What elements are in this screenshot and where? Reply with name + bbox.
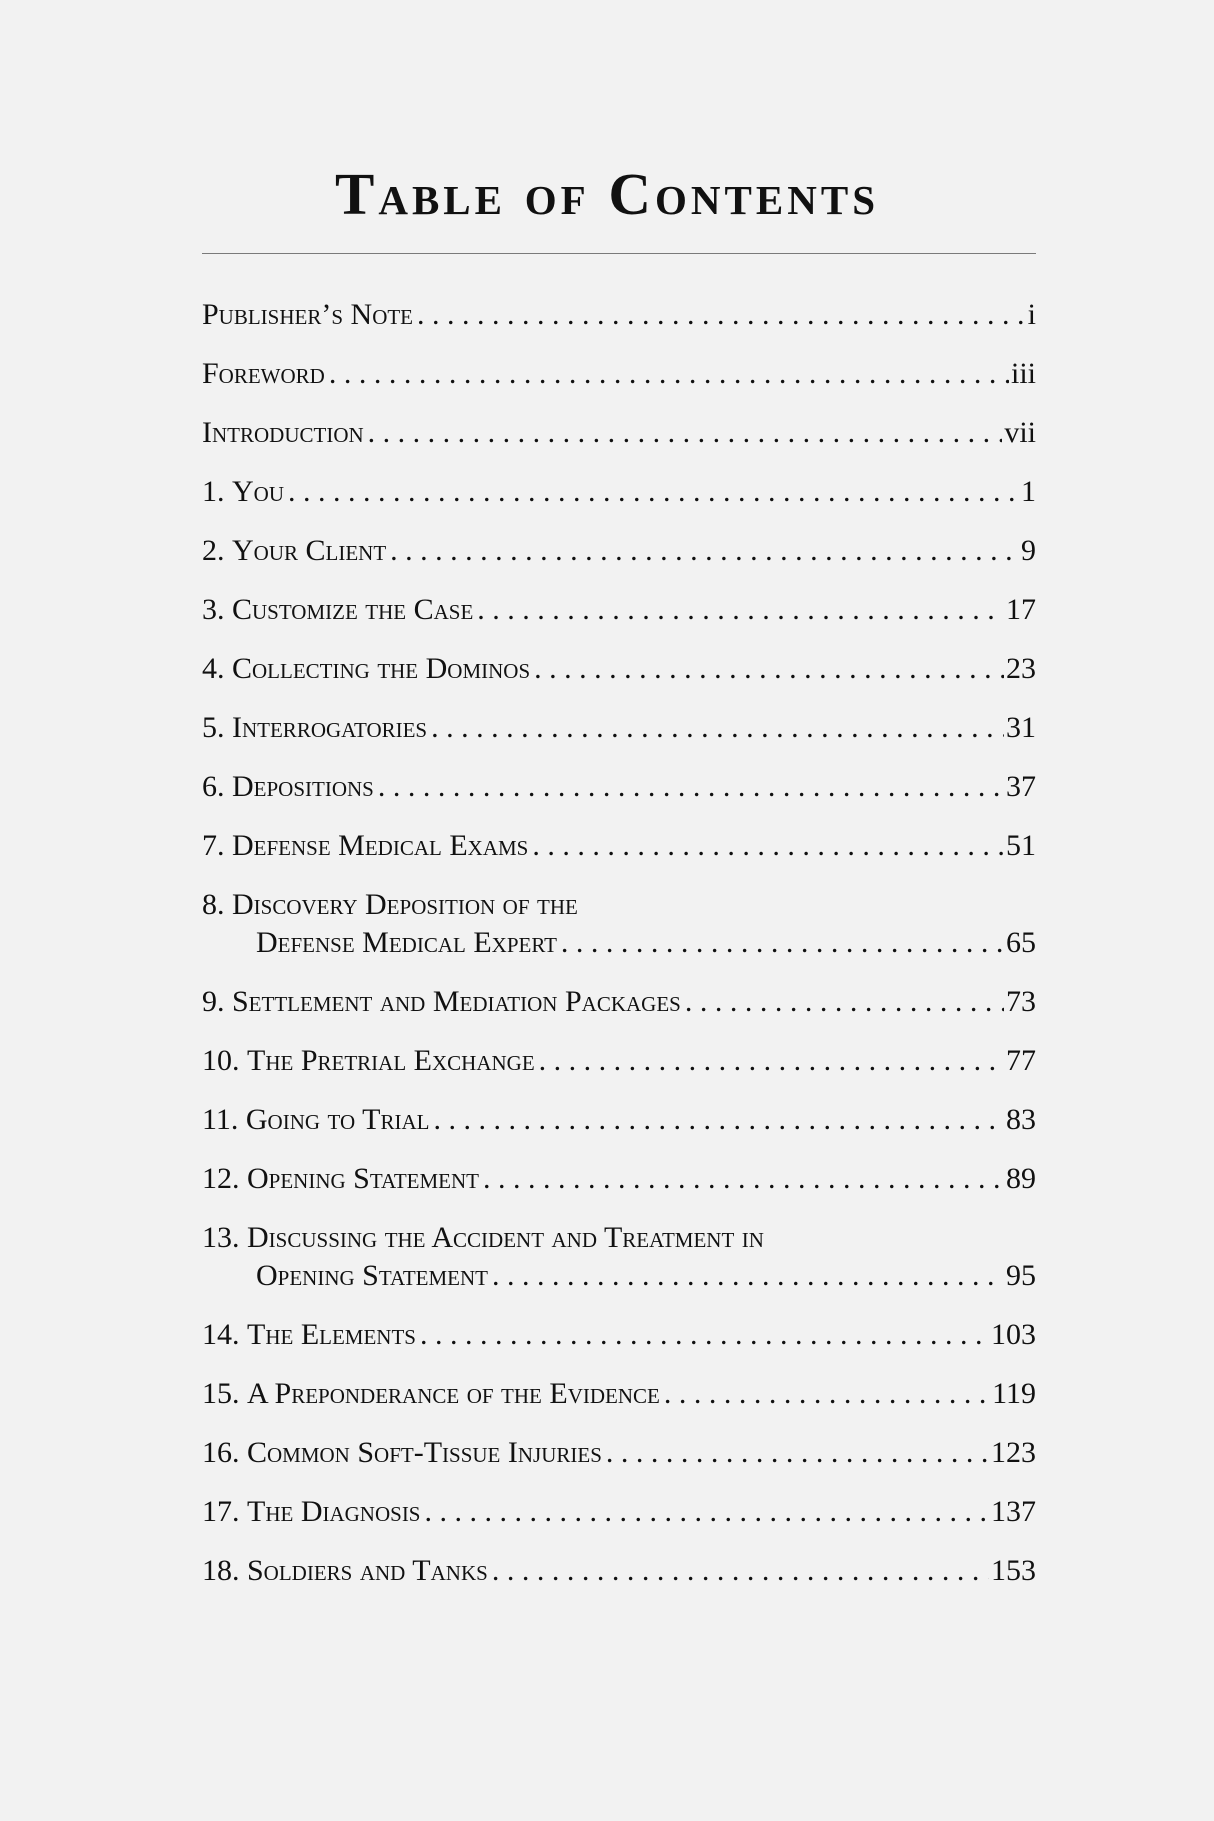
toc-page-number: 1 [1021,475,1036,508]
toc-entry-title: Opening Statement [247,1162,479,1195]
toc-entry [202,709,1036,747]
toc-entry [202,1375,1036,1413]
toc-entry [202,591,1036,629]
toc-entry-title: Common Soft-Tissue Injuries [247,1436,602,1469]
dot-leader [288,473,1019,511]
toc-entry-line [202,983,1036,1021]
dot-leader [433,1101,1004,1139]
toc-entry-number: 9. [202,985,225,1018]
toc-entry-title: Your Client [232,534,387,567]
toc-entry-number: 3. [202,593,225,626]
toc-entry [202,296,1036,334]
toc-entry-title: Opening Statement [256,1259,488,1292]
toc-page-number: 31 [1006,711,1036,744]
toc-entry [202,1316,1036,1354]
dot-leader [425,1493,990,1531]
toc-page-number: 17 [1006,593,1036,626]
dot-leader [561,924,1004,962]
toc-entry-title: Going to Trial [245,1103,430,1136]
toc-entry-title: Depositions [232,770,374,803]
toc-entry-title: You [232,475,284,508]
toc-entry [202,532,1036,570]
toc-entry-number: 7. [202,829,225,862]
toc-entry-title: Defense Medical Expert [256,926,557,959]
toc-entry-line [202,473,1036,511]
dot-leader [329,355,1009,393]
toc-entry-title: The Pretrial Exchange [247,1044,535,1077]
toc-page-number: 73 [1006,985,1036,1018]
toc-entry-line [202,355,1036,393]
dot-leader [368,414,1003,452]
toc-page-number: 83 [1006,1103,1036,1136]
toc-entry [202,355,1036,393]
dot-leader [492,1257,1004,1295]
toc-entry-title: Discovery Deposition of the [232,888,578,921]
toc-page-number: 137 [991,1495,1036,1528]
toc-entry [202,473,1036,511]
dot-leader [606,1434,989,1472]
dot-leader [534,650,1004,688]
toc-entry-line [202,709,1036,747]
toc-entry-number: 8. [202,888,225,921]
toc-page-number: 77 [1006,1044,1036,1077]
toc-entry-line [202,296,1036,334]
toc-entry [202,768,1036,806]
toc-entry-line [202,768,1036,806]
page-title: Table of Contents [335,161,879,227]
toc-entry [202,1160,1036,1198]
toc-page-number: iii [1010,357,1036,390]
toc-page-number: 153 [991,1554,1036,1587]
dot-leader [539,1042,1004,1080]
toc-entry-title: Interrogatories [232,711,428,744]
toc-entry-title: Settlement and Mediation Packages [232,985,681,1018]
toc-entry-line [202,1042,1036,1080]
dot-leader [420,1316,989,1354]
toc-entry-line [202,1316,1036,1354]
toc-entry-number: 16. [202,1436,240,1469]
dot-leader [664,1375,990,1413]
toc-entry-line [202,827,1036,865]
toc-entry [202,1434,1036,1472]
dot-leader [417,296,1026,334]
toc-page-number: 37 [1006,770,1036,803]
toc-entry-line [202,886,1036,924]
toc-entry [202,650,1036,688]
dot-leader [483,1160,1004,1198]
toc-page-number: 89 [1006,1162,1036,1195]
toc-entry-number: 11. [202,1103,239,1136]
toc-entry [202,827,1036,865]
toc-entry-line [202,1493,1036,1531]
toc-entry-line [202,414,1036,452]
toc-entry-number: 4. [202,652,225,685]
toc-entry-title: The Elements [247,1318,416,1351]
toc-entry-number: 17. [202,1495,240,1528]
toc-entry [202,1219,1036,1295]
toc-entry-title: Defense Medical Exams [232,829,529,862]
toc-entry [202,1552,1036,1590]
toc-entry-title: The Diagnosis [247,1495,421,1528]
toc-entry-number: 15. [202,1377,240,1410]
dot-leader [685,983,1004,1021]
toc-entry-line [202,1434,1036,1472]
toc-page-number: 9 [1021,534,1036,567]
toc-page-number: 65 [1006,926,1036,959]
toc-entry-title: Discussing the Accident and Treatment in [247,1221,764,1254]
toc-page-number: 51 [1006,829,1036,862]
toc-entry-number: 10. [202,1044,240,1077]
toc-entry-line [202,1160,1036,1198]
toc-entry-number: 12. [202,1162,240,1195]
toc-entry [202,983,1036,1021]
toc-entry-line [202,1375,1036,1413]
toc-entry [202,1101,1036,1139]
toc-page-number: 123 [991,1436,1036,1469]
toc-entry [202,1042,1036,1080]
toc-entry [202,1493,1036,1531]
toc-page-number: 103 [991,1318,1036,1351]
title-divider [202,253,1036,254]
dot-leader [431,709,1004,747]
dot-leader [492,1552,989,1590]
toc-entry-title: A Preponderance of the Evidence [247,1377,660,1410]
toc-entry-line [202,591,1036,629]
toc-page-number: 95 [1006,1259,1036,1292]
dot-leader [390,532,1019,570]
toc-entry-title: Soldiers and Tanks [247,1554,488,1587]
toc-entry-line [202,532,1036,570]
toc-page-number: 119 [992,1377,1036,1410]
toc-entry-line [202,1101,1036,1139]
toc-entry-number: 13. [202,1221,240,1254]
toc-entry-title: Publisher’s Note [202,298,414,331]
toc-entry-line [202,1552,1036,1590]
toc-page-number: i [1027,298,1036,331]
toc-entry-number: 5. [202,711,225,744]
toc-entry-title: Introduction [202,416,364,449]
toc-entry-number: 6. [202,770,225,803]
toc-entry-number: 2. [202,534,225,567]
dot-leader [378,768,1004,806]
toc-entry-title: Customize the Case [232,593,474,626]
toc-entry-line [202,650,1036,688]
toc-entry-number: 18. [202,1554,240,1587]
dot-leader [532,827,1004,865]
toc-entry [202,886,1036,962]
toc-entry-title: Collecting the Dominos [232,652,531,685]
toc-entry-number: 14. [202,1318,240,1351]
toc-entry-line [202,1257,1036,1295]
table-of-contents-list [202,296,1036,1611]
toc-entry-title: Foreword [202,357,325,390]
toc-entry [202,414,1036,452]
toc-page-number: vii [1004,416,1036,449]
toc-entry-line [202,1219,1036,1257]
toc-entry-line [202,924,1036,962]
toc-page-number: 23 [1006,652,1036,685]
dot-leader [477,591,1004,629]
toc-entry-number: 1. [202,475,225,508]
